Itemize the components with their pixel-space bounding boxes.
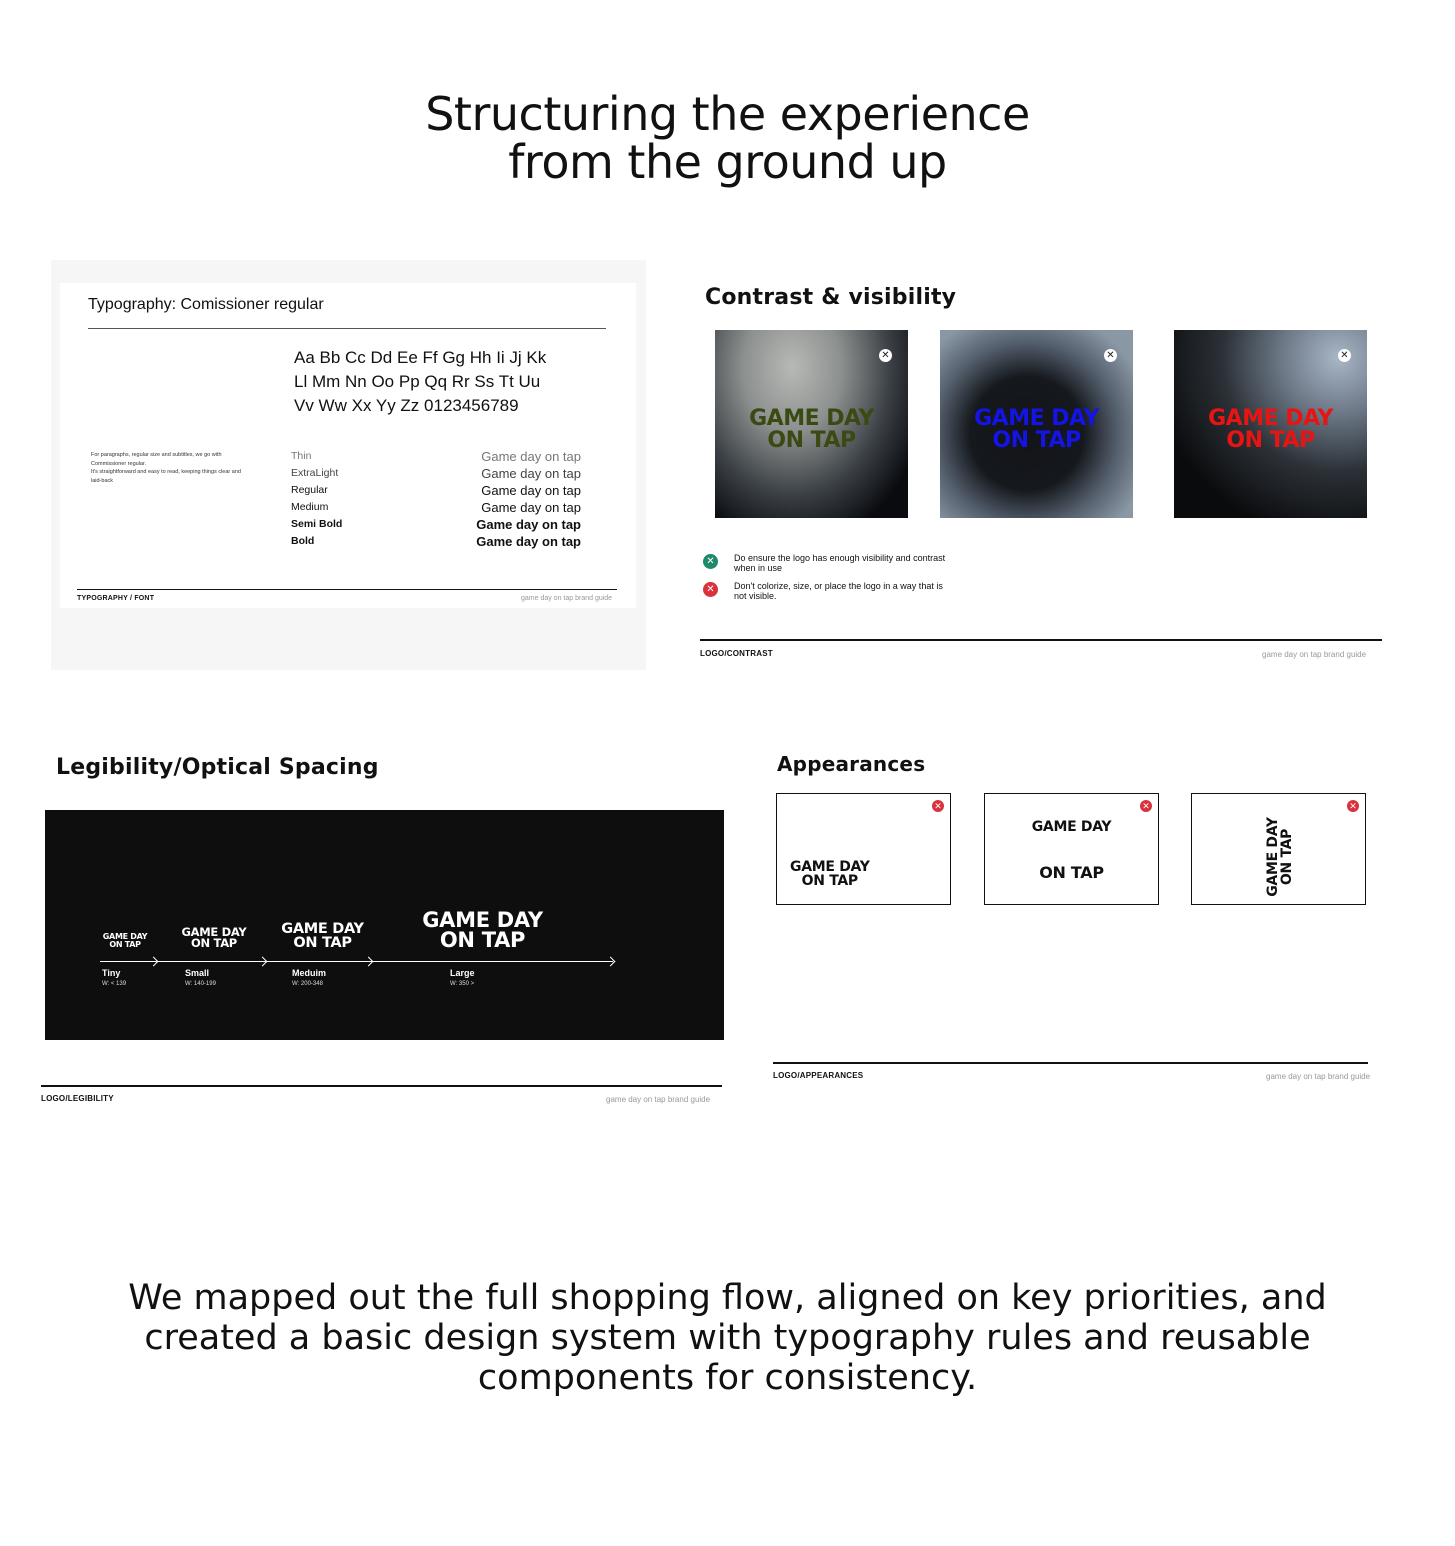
legibility-footer-label: LOGO/LEGIBILITY [41,1094,114,1103]
logo-line-2: ON TAP [801,873,858,889]
description-line: It's straightforward and easy to read, keeping things clear and laid-back [91,469,241,484]
contrast-tile-red [1174,330,1367,518]
typography-slide [60,283,636,608]
contrast-tile-green [715,330,908,518]
logo-small [179,927,249,949]
contrast-footer-label: LOGO/CONTRAST [700,649,773,658]
dont-rule [703,581,953,601]
alphabet-line: Ll Mm Nn Oo Pp Qq Rr Ss Tt Uu [294,372,541,391]
typography-divider [88,328,606,329]
weight-row [291,533,581,550]
typography-footer-brand: game day on tap brand guide [521,595,613,602]
appearance-box-offset [776,793,951,905]
appearance-logo [1266,807,1294,907]
logo-line-2: ON TAP [767,428,856,453]
logo-line-1: GAME DAY [422,908,543,932]
close-icon: ✕ [1104,349,1117,362]
cross-icon: ✕ [703,582,718,597]
logo-line-1: GAME DAY [790,859,870,875]
summary-paragraph [0,1278,1455,1398]
size-label-medium: Meduim [292,968,327,978]
contrast-logo [1174,408,1367,452]
logo-line-2: ON TAP [191,936,237,950]
logo-medium [275,922,370,950]
logo-line-2: ON TAP [1279,828,1295,886]
appearance-box-rotated [1191,793,1366,905]
logo-large [415,910,550,950]
logo-line-1: GAME DAY [1208,406,1333,431]
arrow-icon [258,957,268,967]
legibility-panel [45,810,724,1040]
weight-name: Semi Bold [291,518,343,530]
typography-footer-rule [77,589,617,590]
cross-icon: ✕ [932,800,944,812]
alphabet-line: Aa Bb Cc Dd Ee Ff Gg Hh Ii Jj Kk [294,348,547,367]
do-text: Do ensure the logo has enough visibility and contrast when in use [734,553,946,573]
summary-line: We mapped out the full shopping flow, aligned on key priorities, and [128,1278,1327,1318]
legibility-footer-brand: game day on tap brand guide [606,1095,711,1104]
weight-name: ExtraLight [291,467,339,479]
appearance-logo [790,860,870,888]
arrow-icon [364,957,374,967]
appearances-footer-label: LOGO/APPEARANCES [773,1071,864,1080]
cross-icon: ✕ [1140,800,1152,812]
logo-line-2: ON TAP [109,940,141,949]
weight-name: Bold [291,535,315,547]
weight-sample: Game day on tap [481,500,581,515]
typography-footer-label: TYPOGRAPHY / FONT [77,595,155,602]
contrast-logo [940,408,1133,452]
weight-row [291,448,581,465]
arrow-icon [606,957,616,967]
page-title-line-2: from the ground up [508,135,947,189]
logo-line-2: ON TAP [1039,863,1104,882]
cross-icon: ✕ [1347,800,1359,812]
logo-line-1: GAME DAY [281,921,364,937]
weight-row [291,516,581,533]
size-width-medium: W: 200-348 [292,981,323,987]
appearance-box-spaced [984,793,1159,905]
logo-line-1: GAME DAY [102,932,148,941]
weight-name: Medium [291,501,329,513]
logo-line-2: ON TAP [1226,428,1315,453]
check-icon: ✕ [703,554,718,569]
weight-sample: Game day on tap [481,483,581,498]
contrast-title: Contrast & visibility [705,285,957,310]
size-width-small: W: 140-199 [185,981,216,987]
scale-line [100,961,613,962]
page-title-line-1: Structuring the experience [425,87,1030,141]
close-icon: ✕ [1338,349,1351,362]
page-title [0,87,1455,189]
do-rule [703,553,953,573]
weight-sample: Game day on tap [481,466,581,481]
appearances-footer-brand: game day on tap brand guide [1266,1072,1371,1081]
weight-sample: Game day on tap [476,534,581,549]
size-label-tiny: Tiny [102,968,121,978]
description-line: For paragraphs, regular size and subtitles, we go with Commissioner regular. [91,452,222,467]
logo-line-1: GAME DAY [181,925,247,939]
dont-text: Don't colorize, size, or place the logo in a way that is not visible. [734,581,943,601]
summary-line: created a basic design system with typography rules and reusable [144,1318,1311,1358]
weight-name: Regular [291,484,328,496]
contrast-logo [715,408,908,452]
logo-tiny [100,933,150,949]
contrast-legend [703,553,953,601]
weight-name: Thin [291,450,312,462]
contrast-tile-blue [940,330,1133,518]
appearances-footer-rule [773,1062,1368,1064]
logo-line-1: GAME DAY [749,406,874,431]
logo-line-2: ON TAP [439,928,526,952]
font-weights-list [291,448,581,550]
weight-row [291,482,581,499]
logo-line-2: ON TAP [992,428,1081,453]
size-width-large: W: 350 > [450,981,475,987]
logo-line-1: GAME DAY [974,406,1099,431]
summary-line: components for consistency. [477,1358,978,1398]
contrast-footer-rule [700,639,1382,641]
logo-line-2: ON TAP [293,935,352,951]
weight-sample: Game day on tap [476,517,581,532]
legibility-footer-rule [41,1085,722,1087]
arrow-icon [149,957,159,967]
size-label-small: Small [185,968,210,978]
legibility-title: Legibility/Optical Spacing [56,755,379,780]
alphabet-line: Vv Ww Xx Yy Zz 0123456789 [294,396,519,415]
logo-line-1: GAME DAY [1265,817,1281,897]
size-width-tiny: W: < 139 [102,981,127,987]
size-label-large: Large [450,968,475,978]
appearances-title: Appearances [777,752,926,776]
alphabet-specimen [294,346,546,418]
typography-description [91,451,251,485]
weight-sample: Game day on tap [481,449,581,464]
logo-line-1: GAME DAY [1031,819,1112,835]
weight-row [291,465,581,482]
close-icon: ✕ [879,349,892,362]
weight-row [291,499,581,516]
typography-title: Typography: Comissioner regular [88,296,324,313]
contrast-footer-brand: game day on tap brand guide [1262,650,1367,659]
